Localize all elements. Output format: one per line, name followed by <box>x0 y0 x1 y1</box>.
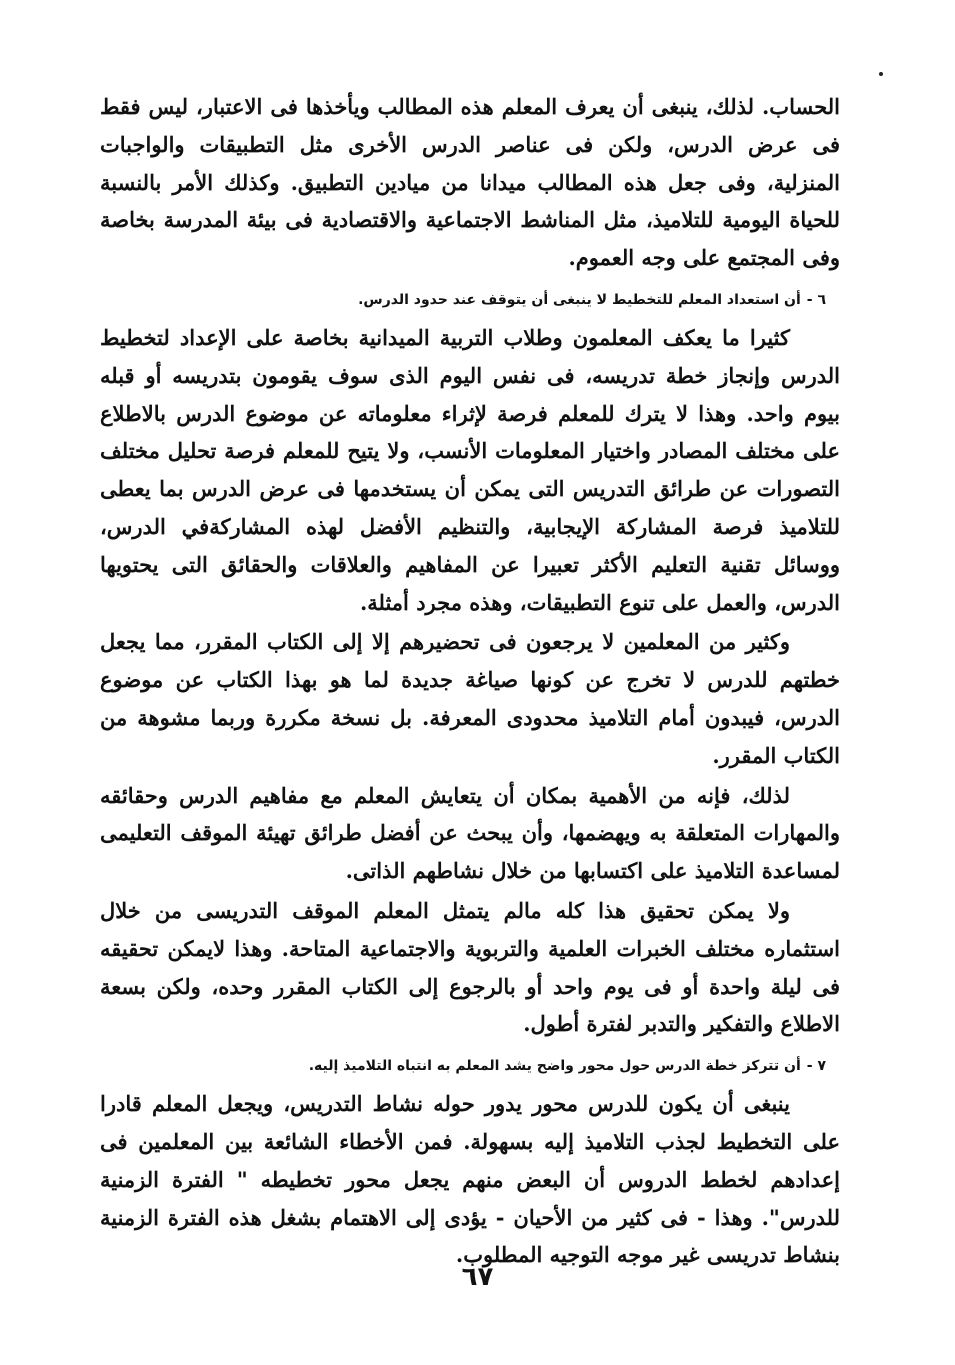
section-6-paragraph: وكثير من المعلمين لا يرجعون فى تحضيرهم إلا إلى الكتاب المقرر، مما يجعل خطتهم للدرس لا تخرج عن كونها صياغة جديدة لما هو بهذا الكتاب عن موضوع الدرس، فيبدون أمام التلاميذ محدودى المعرفة. بل نسخة مكررة وربما مشوهة من الكتاب المقرر. <box>100 629 841 768</box>
section-6-paragraph: لذلك، فإنه من الأهمية بمكان أن يتعايش المعلم مع مفاهيم الدرس وحقائقه والمهارات المتعلقة به ويهضمها، وأن يبحث عن أفضل طرائق تهيئة الموقف التعليمى لمساعدة التلاميذ على اكتسابها من خلال نشاطهم الذاتى. <box>100 782 840 884</box>
intro-paragraph: الحساب. لذلك، ينبغى أن يعرف المعلم هذه المطالب ويأخذها فى الاعتبار، ليس فقط فى عرض الدرس، ولكن فى عناصر الدرس الأخرى مثل التطبيقات والواجبات المنزلية، وفى جعل هذه المطالب ميدانا من ميادين التطبيق. وكذلك الأمر بالنسبة للحياة اليومية للتلاميذ، مثل المناشط الاجتماعية والاقتصادية فى بيئة المدرسة بخاصة وفى المجتمع على وجه العموم. <box>100 94 840 271</box>
book-page-body <box>100 88 840 1274</box>
stray-dot-mark <box>879 72 883 76</box>
section-7-heading <box>100 1053 840 1079</box>
section-7-paragraph: ينبغى أن يكون للدرس محور يدور حوله نشاط التدريس، ويجعل المعلم قادرا على التخطيط لجذب التلاميذ إليه بسهولة. فمن الأخطاء الشائعة بين المعلمين فى إعدادهم لخطط الدروس أن البعض منهم يجعل محور تخطيطه " الفترة الزمنية للدرس". وهذا - فى كثير من الأحيان - يؤدى إلى الاهتمام بشغل هذه الفترة الزمنية بنشاط تدريسى غير موجه التوجيه المطلوب. <box>100 1091 840 1268</box>
section-6-heading <box>100 287 840 313</box>
section-6-paragraph: ولا يمكن تحقيق هذا كله مالم يتمثل المعلم الموقف التدريسى من خلال استثماره مختلف الخبرات العلمية والتربوية والاجتماعية المتاحة. وهذا لايمكن تحقيقه فى ليلة واحدة أو فى يوم واحد أو بالرجوع إلى الكتاب المقرر وحده، ولكن بسعة الاطلاع والتفكير والتدبر لفترة أطول. <box>100 897 840 1037</box>
section-6-number: ٦ - <box>806 291 826 308</box>
section-6-paragraph: كثيرا ما يعكف المعلمون وطلاب التربية الميدانية بخاصة على الإعداد لتخطيط الدرس وإنجاز خطة تدريسه، فى نفس اليوم الذى سوف يقومون بتدريسه أو قبله بيوم واحد. وهذا لا يترك للمعلم فرصة لإثراء معلوماته عن موضوع الدرس بالاطلاع على مختلف المصادر واختيار المعلومات الأنسب، ولا يتيح للمعلم فرصة تحليل مختلف التصورات عن طرائق التدريس التى يمكن أن يستخدمها فى عرض الدرس بما يعطى للتلاميذ فرصة المشاركة الإيجابية، والتنظيم الأفضل لهذه المشاركةفي الدرس، ووسائل تقنية التعليم الأكثر تعبيرا عن المفاهيم والعلاقات والحقائق التى يحتويها الدرس، والعمل على تنوع التطبيقات، وهذه مجرد أمثلة. <box>100 324 840 615</box>
section-6-title: أن استعداد المعلم للتخطيط لا ينبغى أن يتوقف عند حدود الدرس. <box>358 291 801 308</box>
section-7-title: أن تتركز خطة الدرس حول محور واضح يشد المعلم به انتباه التلاميذ إليه. <box>308 1058 801 1075</box>
page-number: ٦٧ <box>461 1262 494 1292</box>
section-7-number: ٧ - <box>806 1058 826 1075</box>
